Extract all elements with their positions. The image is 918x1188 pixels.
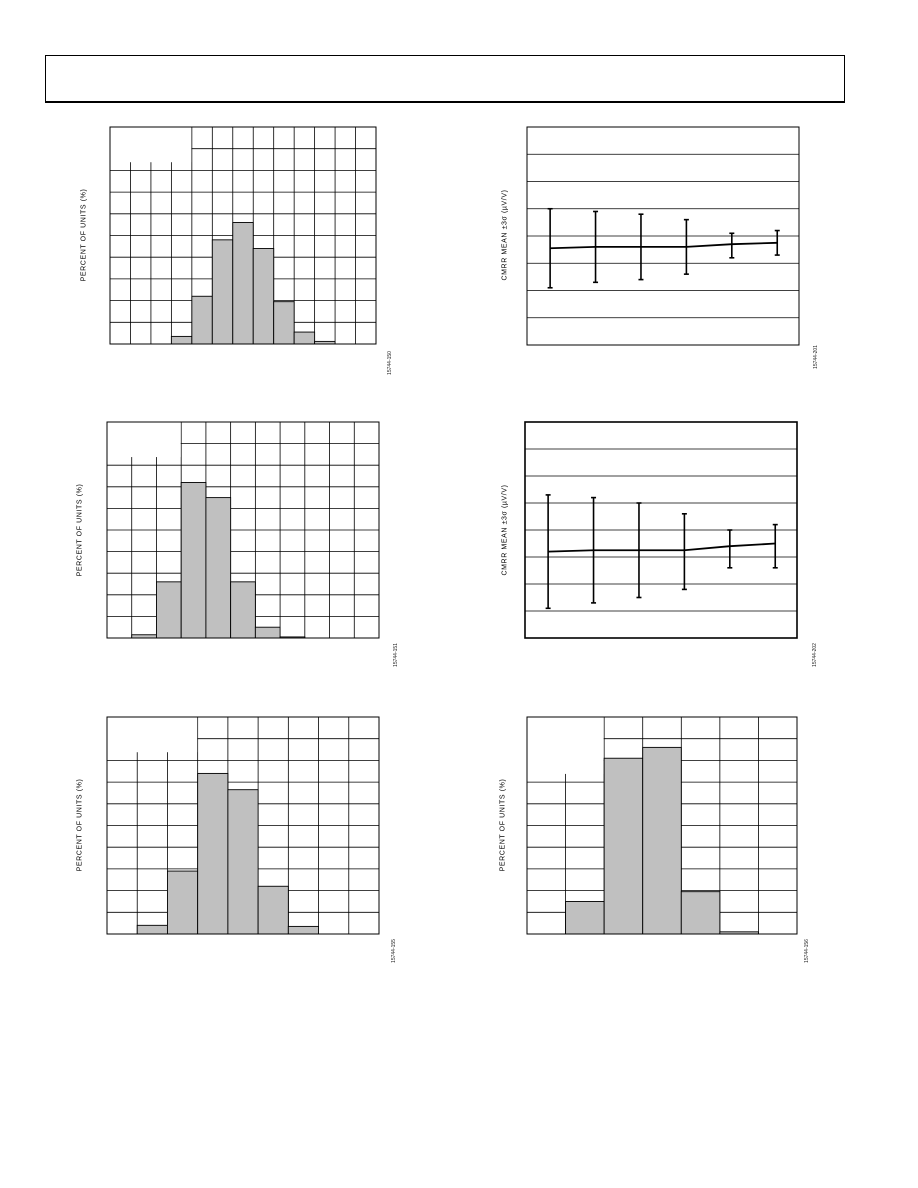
cmrr-line-plot [480, 120, 840, 380]
histogram-bar [167, 871, 197, 934]
histogram-bar [566, 901, 605, 934]
histogram-plot [70, 710, 400, 970]
figure-id: 15744-150 [387, 351, 393, 375]
histogram-bar [181, 482, 206, 638]
histogram-chart-3 [70, 710, 400, 970]
cmrr-line-plot [480, 415, 840, 675]
page-header-frame [45, 55, 845, 103]
histogram-plot [70, 120, 400, 380]
y-axis-label: PERCENT OF UNITS (%) [76, 483, 84, 577]
histogram-bar [228, 790, 258, 934]
mean-line [550, 243, 777, 248]
cmrr-chart-2 [480, 415, 840, 675]
histogram-bar [255, 627, 280, 638]
histogram-plot [70, 415, 400, 675]
y-axis-label: PERCENT OF UNITS (%) [499, 778, 507, 872]
histogram-bar [681, 892, 720, 934]
histogram-bar [198, 773, 228, 934]
histogram-bar [233, 222, 253, 344]
histogram-bar [171, 336, 191, 344]
figure-id: 15744-202 [812, 643, 818, 667]
figure-id: 15744-201 [813, 345, 819, 369]
histogram-chart-4 [480, 710, 840, 970]
histogram-bar [274, 302, 294, 344]
legend-area [528, 718, 604, 774]
histogram-bar [192, 296, 212, 344]
cmrr-chart-1 [480, 120, 840, 380]
histogram-bar [604, 758, 643, 934]
histogram-bar [156, 582, 181, 638]
histogram-bar [206, 498, 231, 638]
histogram-chart-1 [70, 120, 400, 380]
y-axis-label: CMRR MEAN ±3σ (µV/V) [501, 189, 509, 281]
figure-id: 15744-151 [393, 643, 399, 667]
figure-id: 15744-156 [804, 939, 810, 963]
legend-area [108, 718, 198, 753]
histogram-bar [253, 249, 273, 344]
histogram-chart-2 [70, 415, 400, 675]
histogram-bar [294, 332, 314, 344]
y-axis-label: CMRR MEAN ±3σ (µV/V) [501, 484, 509, 576]
histogram-bar [643, 747, 682, 934]
histogram-bar [137, 925, 167, 934]
legend-area [108, 423, 181, 458]
y-axis-label: PERCENT OF UNITS (%) [80, 188, 88, 282]
histogram-bar [288, 926, 318, 934]
histogram-bar [231, 582, 256, 638]
histogram-bar [212, 240, 232, 344]
figure-id: 15744-155 [391, 939, 397, 963]
mean-line [548, 544, 775, 552]
histogram-bar [258, 886, 288, 934]
histogram-plot [480, 710, 840, 970]
y-axis-label: PERCENT OF UNITS (%) [76, 778, 84, 872]
legend-area [111, 128, 192, 163]
